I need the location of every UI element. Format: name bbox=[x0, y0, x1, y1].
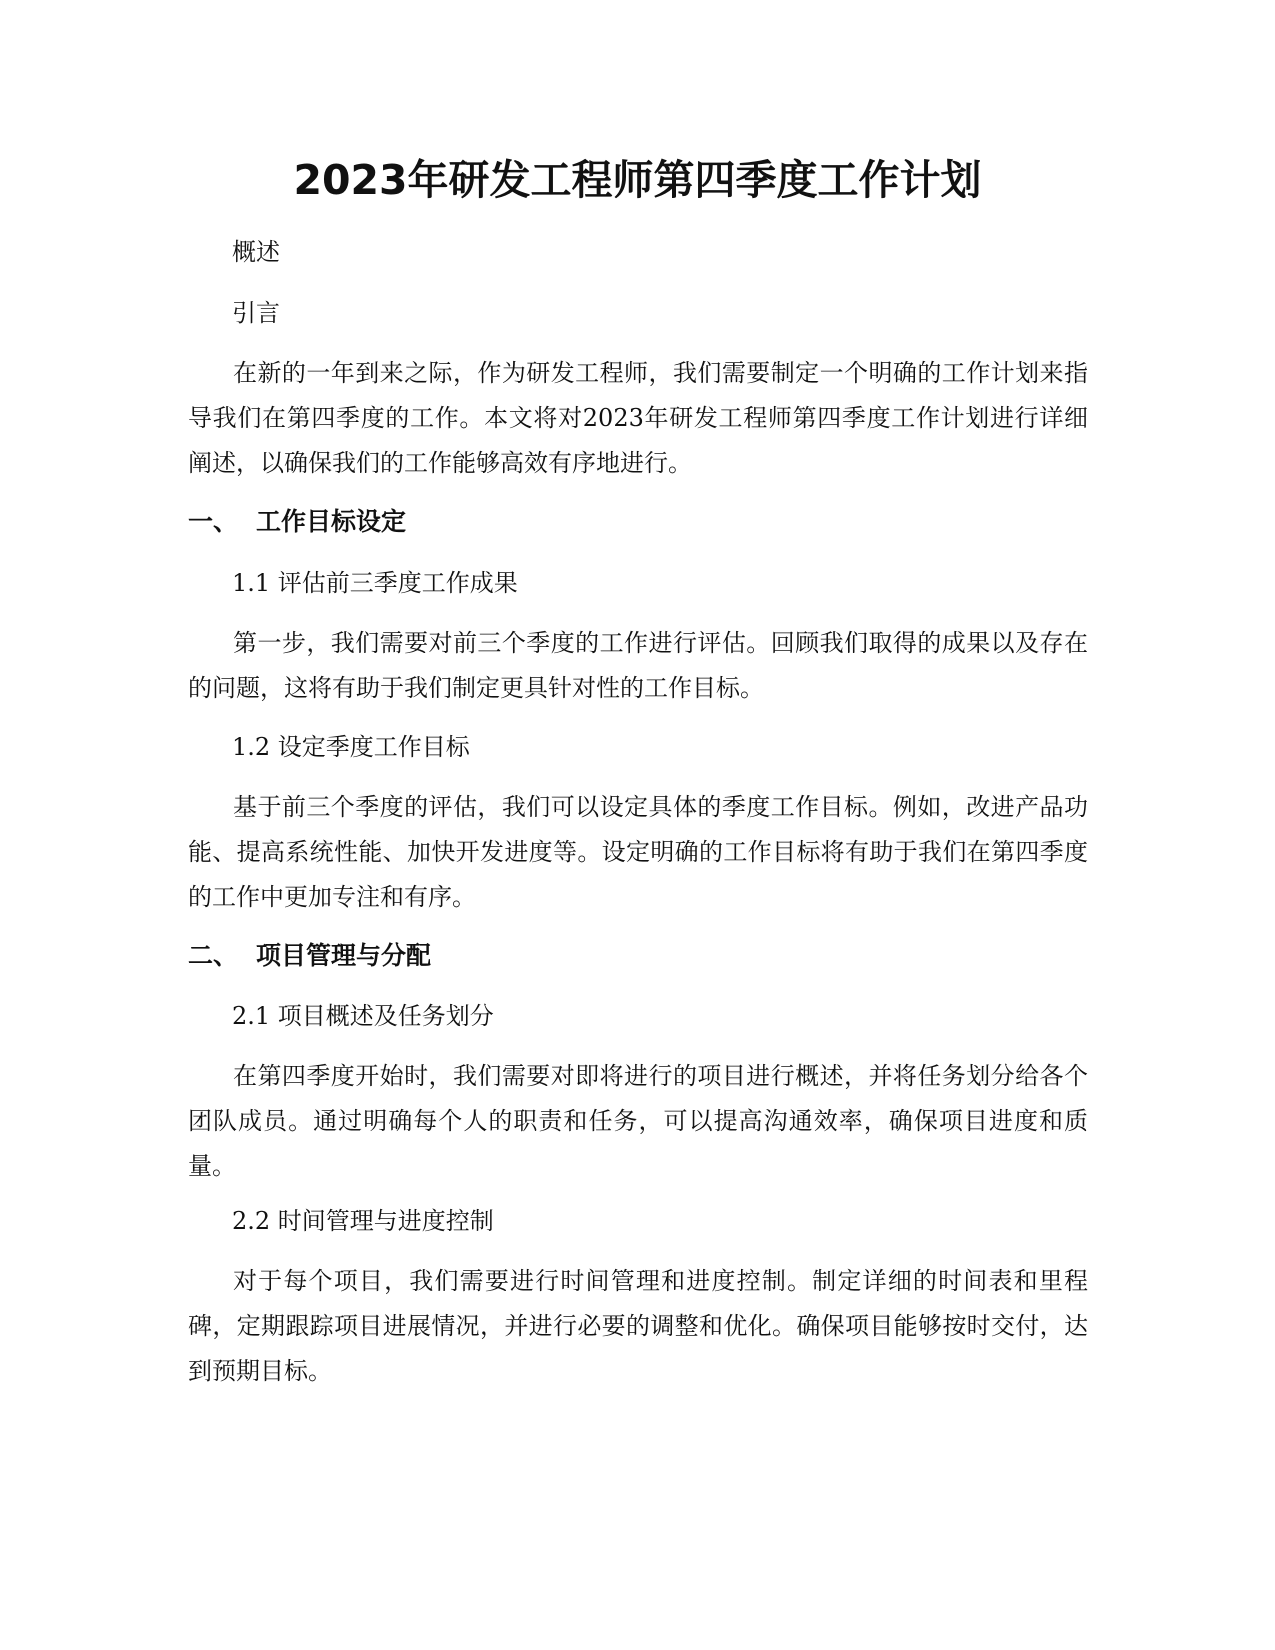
overview-label: 概述 bbox=[232, 238, 280, 266]
section-title-1: 工作目标设定 bbox=[256, 507, 407, 536]
subsection-paragraph-1-1: 第一步，我们需要对前三个季度的工作进行评估。回顾我们取得的成果以及存在的问题，这将有助于我们制定更具针对性的工作目标。 bbox=[188, 629, 1088, 702]
subsection-title-1-1: 1.1 评估前三季度工作成果 bbox=[232, 569, 518, 597]
subsection-title-2-2: 2.2 时间管理与进度控制 bbox=[232, 1207, 494, 1235]
section-number-1: 一、 bbox=[188, 507, 239, 536]
subsection-paragraph-1-2: 基于前三个季度的评估，我们可以设定具体的季度工作目标。例如，改进产品功能、提高系统性能、加快开发进度等。设定明确的工作目标将有助于我们在第四季度的工作中更加专注和有序。 bbox=[188, 793, 1088, 911]
document-title: 2023年研发工程师第四季度工作计划 bbox=[293, 156, 982, 204]
section-heading-1 bbox=[188, 505, 406, 539]
section-title-2: 项目管理与分配 bbox=[256, 941, 432, 970]
section-heading-2 bbox=[188, 939, 431, 973]
subsection-title-2-1: 2.1 项目概述及任务划分 bbox=[232, 1002, 494, 1030]
subsection-title-1-2: 1.2 设定季度工作目标 bbox=[232, 733, 470, 761]
intro-label: 引言 bbox=[232, 299, 280, 327]
section-number-2: 二、 bbox=[188, 941, 239, 970]
subsection-paragraph-2-1: 在第四季度开始时，我们需要对即将进行的项目进行概述，并将任务划分给各个团队成员。通过明确每个人的职责和任务，可以提高沟通效率，确保项目进度和质量。 bbox=[188, 1062, 1088, 1180]
subsection-paragraph-2-2: 对于每个项目，我们需要进行时间管理和进度控制。制定详细的时间表和里程碑，定期跟踪项目进展情况，并进行必要的调整和优化。确保项目能够按时交付，达到预期目标。 bbox=[188, 1267, 1088, 1385]
intro-paragraph: 在新的一年到来之际，作为研发工程师，我们需要制定一个明确的工作计划来指导我们在第四季度的工作。本文将对2023年研发工程师第四季度工作计划进行详细阐述，以确保我们的工作能够高效有序地进行。 bbox=[188, 359, 1088, 477]
